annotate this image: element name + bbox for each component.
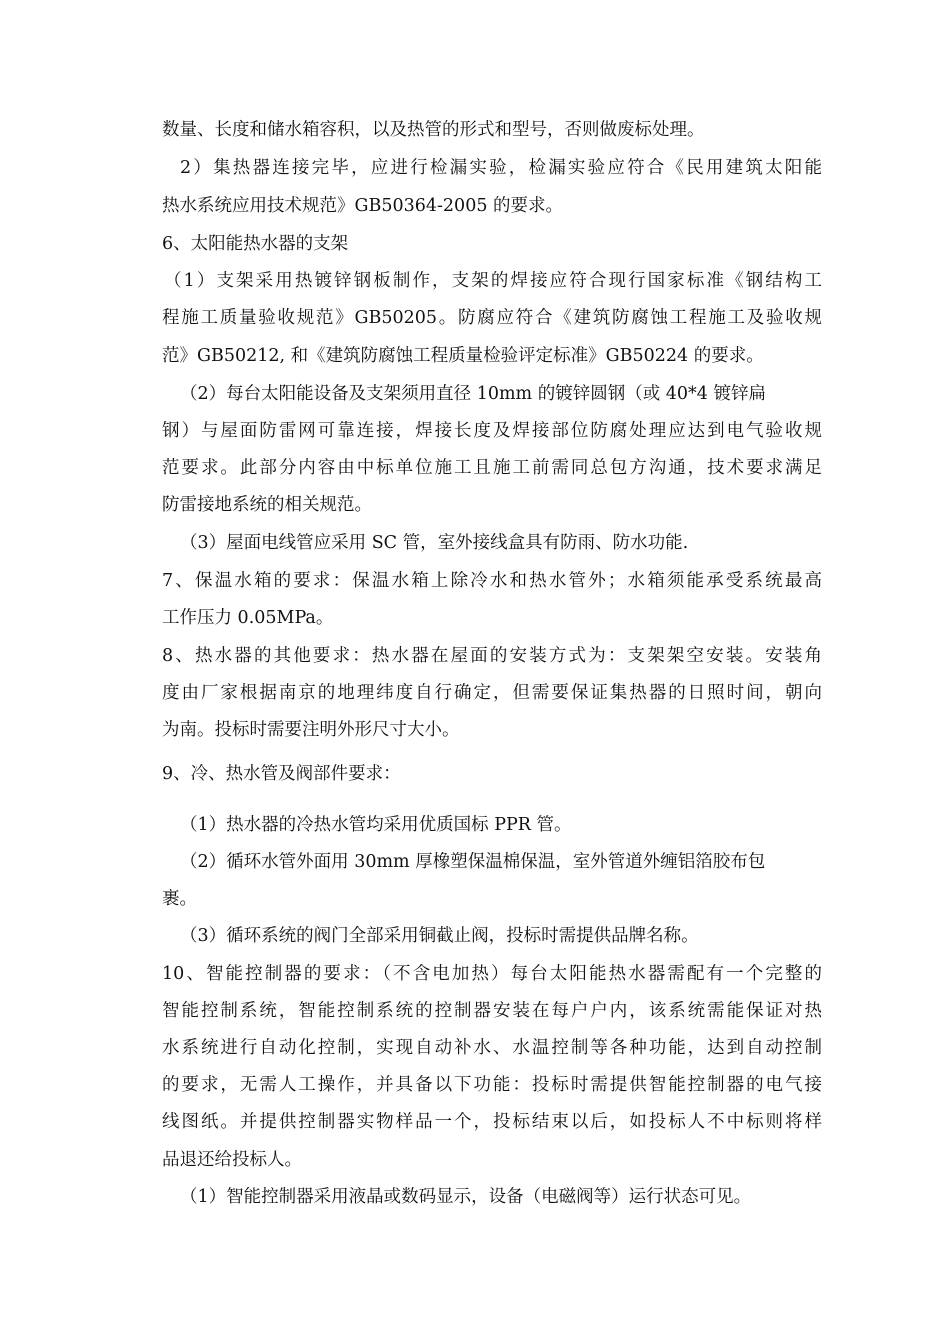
text-line: 2）集热器连接完毕，应进行检漏实验，检漏实验应符合《民用建筑太阳能 <box>180 158 822 178</box>
text-line: 为南。投标时需要注明外形尺寸大小。 <box>162 720 460 740</box>
text-line: 数量、长度和储水箱容积，以及热管的形式和型号，否则做废标处理。 <box>162 120 705 140</box>
text-line: 范要求。此部分内容由中标单位施工且施工前需同总包方沟通，技术要求满足 <box>162 458 822 478</box>
section-heading: 6、太阳能热水器的支架 <box>162 234 349 254</box>
text-line: 工作压力 0.05MPa。 <box>162 608 334 628</box>
section-heading: 10、智能控制器的要求：（不含电加热）每台太阳能热水器需配有一个完整的 <box>162 964 822 984</box>
text-line: 裹。 <box>162 889 197 909</box>
text-line: 的要求，无需人工操作，并具备以下功能：投标时需提供智能控制器的电气接 <box>162 1075 822 1095</box>
text-line: （1）支架采用热镀锌钢板制作，支架的焊接应符合现行国家标准《钢结构工 <box>164 271 822 291</box>
text-line: 水系统进行自动化控制，实现自动补水、水温控制等各种功能，达到自动控制 <box>162 1038 822 1058</box>
text-line: （3）屋面电线管应采用 SC 管，室外接线盒具有防雨、防水功能. <box>180 533 689 553</box>
text-line: 线图纸。并提供控制器实物样品一个，投标结束以后，如投标人不中标则将样 <box>162 1112 822 1132</box>
text-line: 范》GB50212, 和《建筑防腐蚀工程质量检验评定标准》GB50224 的要求。 <box>162 346 764 366</box>
text-line: 防雷接地系统的相关规范。 <box>162 495 372 515</box>
text-line: 智能控制系统，智能控制系统的控制器安装在每户户内，该系统需能保证对热 <box>162 1001 822 1021</box>
section-heading: 7、保温水箱的要求：保温水箱上除冷水和热水管外；水箱须能承受系统最高 <box>162 571 822 591</box>
section-heading: 9、冷、热水管及阀部件要求： <box>162 764 401 784</box>
text-line: 品退还给投标人。 <box>162 1150 302 1170</box>
text-line: 钢）与屋面防雷网可靠连接，焊接长度及焊接部位防腐处理应达到电气验收规 <box>162 421 822 441</box>
section-heading: 8、热水器的其他要求：热水器在屋面的安装方式为：支架架空安装。安装角 <box>162 646 822 666</box>
text-line: （3）循环系统的阀门全部采用铜截止阀，投标时需提供品牌名称。 <box>180 926 699 946</box>
text-line: （2）每台太阳能设备及支架须用直径 10mm 的镀锌圆钢（或 40*4 镀锌扁 <box>180 384 766 404</box>
text-line: （1）热水器的冷热水管均采用优质国标 PPR 管。 <box>180 815 572 835</box>
text-line: 程施工质量验收规范》GB50205。防腐应符合《建筑防腐蚀工程施工及验收规 <box>162 308 822 328</box>
text-line: （2）循环水管外面用 30mm 厚橡塑保温棉保温，室外管道外缠铝箔胶布包 <box>180 852 766 872</box>
text-line: 度由厂家根据南京的地理纬度自行确定，但需要保证集热器的日照时间，朝向 <box>162 683 822 703</box>
text-line: （1）智能控制器采用液晶或数码显示，设备（电磁阀等）运行状态可见。 <box>180 1187 752 1207</box>
text-line: 热水系统应用技术规范》GB50364-2005 的要求。 <box>162 196 564 216</box>
